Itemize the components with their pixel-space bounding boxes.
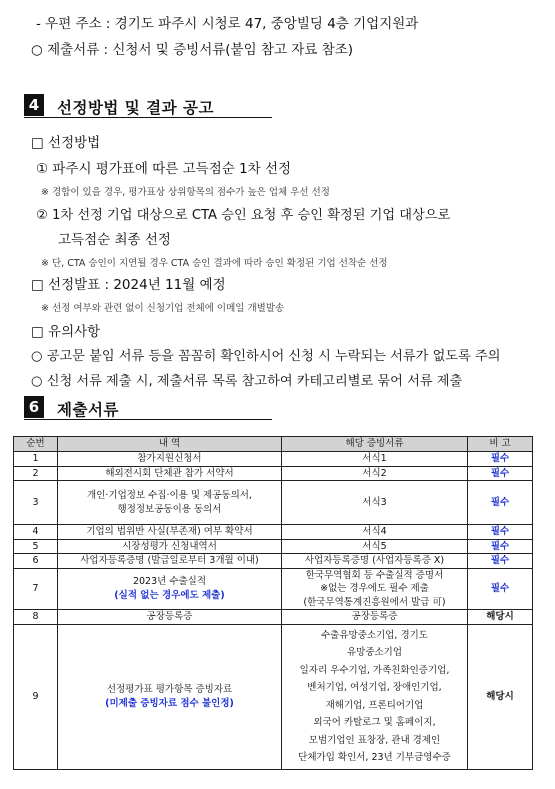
row-note: 필수 bbox=[468, 481, 533, 525]
row-note: 필수 bbox=[468, 554, 533, 569]
col-header-note: 비 고 bbox=[468, 437, 533, 452]
row-doc-line: 단체가입 확인서, 23년 기부금영수증 bbox=[298, 752, 451, 763]
row-item-line: 행정정보공동이용 동의서 bbox=[117, 503, 222, 515]
table-row bbox=[14, 481, 533, 525]
row-doc-line: ※없는 경우에도 필수 제출 bbox=[320, 583, 429, 594]
row-note: 해당시 bbox=[468, 624, 533, 769]
row-note: 필수 bbox=[468, 525, 533, 540]
row-item bbox=[58, 624, 282, 769]
caution-line2: ○ 신청 서류 제출 시, 제출서류 목록 참고하여 카테고리별로 묶어 서류 제출 bbox=[31, 374, 463, 389]
submission-line: ○ 제출서류 : 신청서 및 증빙서류(붙임 참고 자료 참조) bbox=[31, 42, 354, 58]
table-row bbox=[14, 610, 533, 625]
method-note1: ※ 경합이 있을 경우, 평가표상 상위항목의 점수가 높은 업체 우선 선정 bbox=[41, 187, 330, 198]
table-row bbox=[14, 568, 533, 610]
row-item: 시장성평가 신청내역서 bbox=[58, 539, 282, 554]
row-item bbox=[58, 568, 282, 610]
row-item: 사업자등록증명 (발급일로부터 3개월 이내) bbox=[58, 554, 282, 569]
row-no: 7 bbox=[14, 568, 58, 610]
row-doc-line: 수출유망중소기업, 경기도 bbox=[321, 629, 428, 641]
row-doc-line: 모범기업인 표창장, 관내 경제인 bbox=[308, 734, 441, 746]
caution-heading: □ 유의사항 bbox=[31, 324, 101, 340]
row-doc: 사업자등록증명 (사업자등록증 X) bbox=[282, 554, 468, 569]
row-no: 8 bbox=[14, 610, 58, 625]
row-doc-line: 유망중소기업 bbox=[346, 647, 403, 658]
row-note: 필수 bbox=[468, 568, 533, 610]
table-row bbox=[14, 624, 533, 769]
table-row bbox=[14, 466, 533, 481]
section6-number: 6 bbox=[24, 396, 44, 418]
row-no: 1 bbox=[14, 452, 58, 467]
table-row bbox=[14, 452, 533, 467]
row-item-line-emphasis: (실적 없는 경우에도 제출) bbox=[114, 589, 225, 601]
row-item bbox=[58, 481, 282, 525]
row-note: 필수 bbox=[468, 466, 533, 481]
section4-underline bbox=[24, 117, 272, 118]
row-doc-line: 벤처기업, 여성기업, 장애인기업, bbox=[307, 682, 442, 693]
row-doc-line: (한국무역통계진흥원에서 발급 可) bbox=[303, 596, 446, 608]
caution-line1: ○ 공고문 붙임 서류 등을 꼼꼼히 확인하시어 신청 시 누락되는 서류가 없도록 주의 bbox=[31, 349, 501, 364]
announce-line: □ 선정발표 : 2024년 11월 예정 bbox=[31, 277, 226, 293]
method-step1: ① 파주시 평가표에 따른 고득점순 1차 선정 bbox=[36, 161, 292, 177]
table-row bbox=[14, 539, 533, 554]
address-line: - 우편 주소 : 경기도 파주시 시청로 47, 중앙빌딩 4층 기업지원과 bbox=[36, 16, 419, 32]
table-row bbox=[14, 554, 533, 569]
row-no: 6 bbox=[14, 554, 58, 569]
row-note: 필수 bbox=[468, 539, 533, 554]
row-doc-line: 한국무역협회 등 수출실적 증명서 bbox=[305, 569, 444, 581]
row-no: 4 bbox=[14, 525, 58, 540]
row-note: 필수 bbox=[468, 452, 533, 467]
row-note: 해당시 bbox=[468, 610, 533, 625]
row-doc: 공장등록증 bbox=[282, 610, 468, 625]
row-doc: 서식2 bbox=[282, 466, 468, 481]
row-doc-line: 외국어 카탈로그 및 홈페이지, bbox=[313, 717, 436, 728]
table-header-row bbox=[14, 437, 533, 452]
col-header-doc: 해당 증빙서류 bbox=[282, 437, 468, 452]
row-no: 9 bbox=[14, 624, 58, 769]
submission-documents-table bbox=[13, 436, 533, 770]
row-item: 해외전시회 단체관 참가 서약서 bbox=[58, 466, 282, 481]
row-doc-line: 일자리 우수기업, 가족친화인증기업, bbox=[299, 664, 450, 676]
method-step2-line2: 고득점순 최종 선정 bbox=[58, 232, 171, 248]
row-doc: 서식3 bbox=[282, 481, 468, 525]
row-doc bbox=[282, 568, 468, 610]
col-header-item: 내 역 bbox=[58, 437, 282, 452]
row-no: 3 bbox=[14, 481, 58, 525]
row-item: 기업의 법위반 사실(부존재) 여부 확약서 bbox=[58, 525, 282, 540]
row-doc-line: 재해기업, 프론티어기업 bbox=[325, 699, 424, 711]
section4-number: 4 bbox=[24, 94, 44, 116]
row-doc bbox=[282, 624, 468, 769]
method-note2: ※ 단, CTA 승인이 지연될 경우 CTA 승인 결과에 따라 승인 확정된 기업 선착순 선정 bbox=[41, 258, 388, 269]
row-doc: 서식4 bbox=[282, 525, 468, 540]
section6-title: 제출서류 bbox=[57, 401, 119, 419]
row-item: 참가지원신청서 bbox=[58, 452, 282, 467]
row-item-line: 2023년 수출실적 bbox=[132, 576, 207, 588]
col-header-no: 순번 bbox=[14, 437, 58, 452]
method-heading: □ 선정방법 bbox=[31, 135, 101, 151]
table-row bbox=[14, 525, 533, 540]
row-no: 2 bbox=[14, 466, 58, 481]
section4-title: 선정방법 및 결과 공고 bbox=[57, 99, 214, 117]
row-doc: 서식5 bbox=[282, 539, 468, 554]
row-doc: 서식1 bbox=[282, 452, 468, 467]
section6-underline bbox=[24, 419, 272, 420]
announce-note: ※ 선정 여부와 관련 없이 신청기업 전체에 이메일 개별발송 bbox=[41, 303, 285, 314]
row-item-line: 선정평가표 평가항목 증빙자료 bbox=[106, 684, 233, 695]
row-item: 공장등록증 bbox=[58, 610, 282, 625]
row-no: 5 bbox=[14, 539, 58, 554]
method-step2-line1: ② 1차 선정 기업 대상으로 CTA 승인 요청 후 승인 확정된 기업 대상으로 bbox=[36, 208, 451, 223]
row-item-line-emphasis: (미제출 증빙자료 점수 불인정) bbox=[105, 697, 234, 709]
row-item-line: 개인·기업정보 수집·이용 및 제공동의서, bbox=[87, 490, 252, 501]
